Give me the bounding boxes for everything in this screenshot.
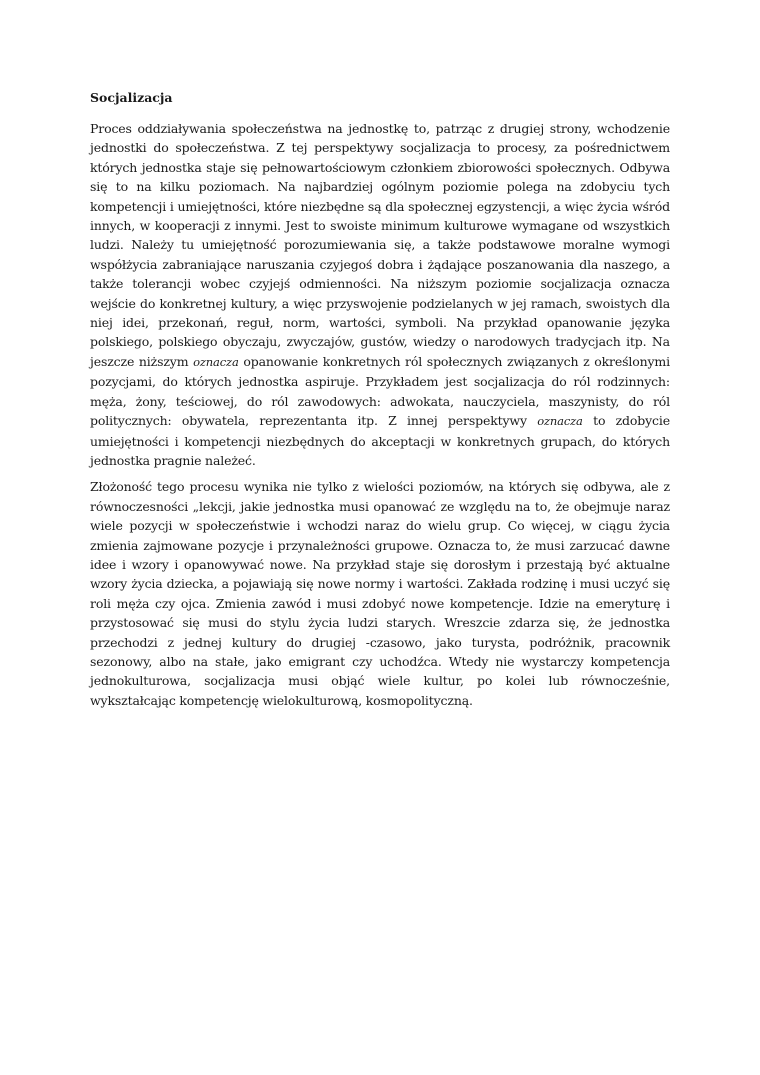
paragraph-1-text-a: Proces oddziaływania społeczeństwa na jednostkę to, patrząc z drugiej strony, wchodzenie jednostki do społeczeństwa. Z tej perspektywy socjalizacja to procesy, za pośrednictwem których jednostka staje się pełnowartościowym członkiem zbiorowości społecznych. Odbywa się to na kilku poziomach. Na najbardziej ogólnym poziomie polega na zdobyciu tych kompetencji i umiejętności, które niezbędne są dla społecznej egzystencji, a więc życia wśród innych, w kooperacji z innymi. Jest to swoiste minimum kulturowe wymagane od wszystkich ludzi. Należy tu umiejętność porozumiewania się, a także podstawowe moralne wymogi współżycia zabraniające naruszania czyjegoś dobra i żądające poszanowania dla naszego, a także tolerancji wobec czyjejś odmienności. Na niższym poziomie socjalizacja oznacza wejście do konkretnej kultury, a więc przyswojenie podzielanych w jej ramach, swoistych dla niej idei, przekonań, reguł, norm, wartości, symboli. Na przykład opanowanie języka polskiego, polskiego obyczaju, zwyczajów, gustów, wiedzy o narodowych tradycjach itp. Na jeszcze niższym [90,121,670,369]
paragraph-1-text-b: opanowanie konkretnych ról społecznych związanych z określonymi pozycjami, do których jednostka aspiruje. Przykładem jest socjalizacja do ról rodzinnych: męża, żony, teściowej, do ról zawodowych: adwokata, nauczyciela, maszynisty, do ról politycznych: obywatela, reprezentanta itp. Z innej perspektywy [90,353,670,429]
paragraph-1-text-c: to zdobycie umiejętności i kompetencji niezbędnych do akceptacji w konkretnych grupach, do których jednostka pragnie należeć. [90,413,670,468]
paragraph-1-emphasis-b: oznacza [537,414,583,429]
paragraph-1 [90,119,670,470]
paragraph-1-emphasis-a: oznacza [193,354,239,369]
paragraph-2: Złożoność tego procesu wynika nie tylko z wielości poziomów, na których się odbywa, ale z równoczesności „lekcji, jakie jednostka musi opanować ze względu na to, że obejmuje naraz wiele pozycji w społeczeństwie i wchodzi naraz do wielu grup. Co więcej, w ciągu życia zmienia zajmowane pozycje i przynależności grupowe. Oznacza to, że musi zarzucać dawne idee i wzory i opanowywać nowe. Na przykład staje się dorosłym i przestają być aktualne wzory życia dziecka, a pojawiają się nowe normy i wartości. Zakłada rodzinę i musi uczyć się roli męża czy ojca. Zmienia zawód i musi zdobyć nowe kompetencje. Idzie na emeryturę i przystosować się musi do stylu życia ludzi starych. Wreszcie zdarza się, że jednostka przechodzi z jednej kultury do drugiej -czasowo, jako turysta, podróżnik, pracownik sezonowy, albo na stałe, jako emigrant czy uchodźca. Wtedy nie wystarczy kompetencja jednokulturowa, socjalizacja musi objąć wiele kultur, po kolei lub równocześnie, wykształcając kompetencję wielokulturową, kosmopolityczną. [90,479,670,708]
document-title: Socjalizacja [90,90,173,105]
document-page [90,88,670,717]
